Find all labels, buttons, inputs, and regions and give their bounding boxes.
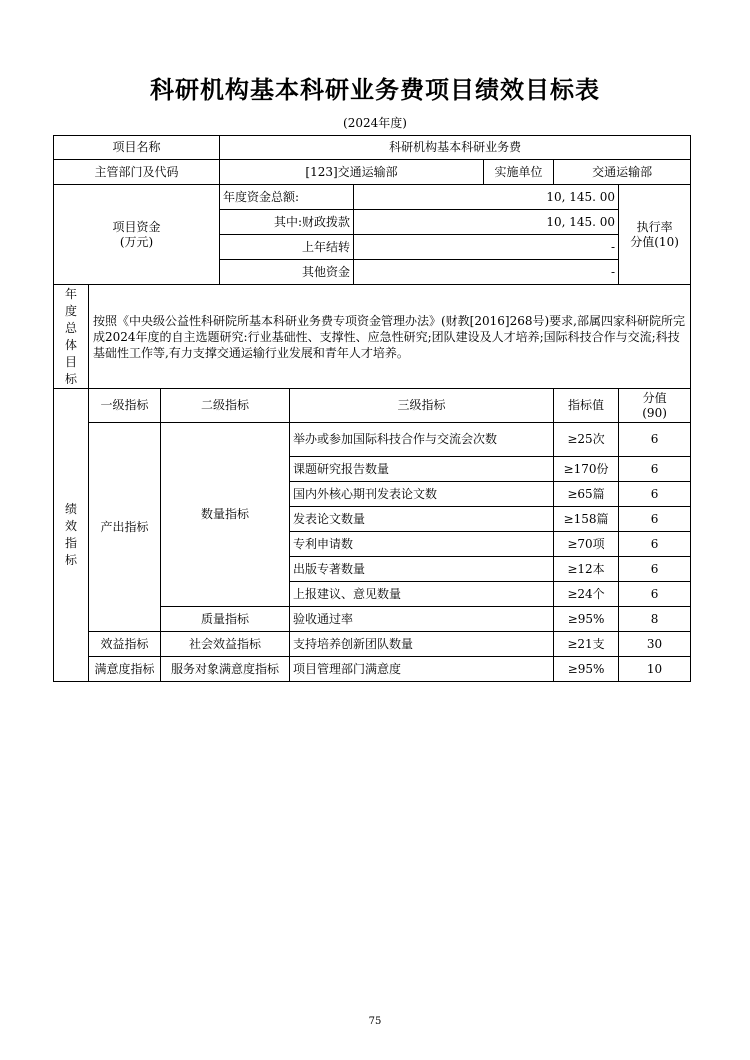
indicator-score: 6 xyxy=(619,482,691,507)
table-row xyxy=(54,632,691,657)
annual-total-label: 年度资金总额: xyxy=(220,185,354,210)
header-score: 分值 (90) xyxy=(619,389,691,423)
indicator-score: 6 xyxy=(619,457,691,482)
annual-total-value: 10, 145. 00 xyxy=(354,185,619,210)
carryover-label: 上年结转 xyxy=(220,235,354,260)
quality-indicator: 质量指标 xyxy=(161,607,290,632)
indicator-name: 项目管理部门满意度 xyxy=(290,657,554,682)
indicator-value: ≥65篇 xyxy=(554,482,619,507)
project-name-value: 科研机构基本科研业务费 xyxy=(220,136,691,160)
perf-label: 绩 效 指 标 xyxy=(54,389,89,682)
indicator-value: ≥95% xyxy=(554,607,619,632)
header-level3: 三级指标 xyxy=(290,389,554,423)
indicator-name: 验收通过率 xyxy=(290,607,554,632)
indicator-score: 6 xyxy=(619,557,691,582)
indicator-name: 国内外核心期刊发表论文数 xyxy=(290,482,554,507)
header-level2: 二级指标 xyxy=(161,389,290,423)
indicator-value: ≥70项 xyxy=(554,532,619,557)
indicator-name: 专利申请数 xyxy=(290,532,554,557)
project-name-label: 项目名称 xyxy=(54,136,220,160)
fund-total-row xyxy=(54,185,691,210)
satisfaction-indicator: 满意度指标 xyxy=(89,657,161,682)
year-label: (2024年度) xyxy=(343,116,407,130)
fund-label: 项目资金 (万元) xyxy=(54,185,220,285)
indicator-header-row xyxy=(54,389,691,423)
indicator-score: 8 xyxy=(619,607,691,632)
indicator-value: ≥95% xyxy=(554,657,619,682)
fiscal-value: 10, 145. 00 xyxy=(354,210,619,235)
benefit-indicator: 效益指标 xyxy=(89,632,161,657)
indicator-value: ≥170份 xyxy=(554,457,619,482)
impl-unit-label-a: 实施单位 xyxy=(484,160,554,185)
page-title: 科研机构基本科研业务费项目绩效目标表 xyxy=(150,76,600,104)
output-indicator: 产出指标 xyxy=(89,423,161,632)
header-value: 指标值 xyxy=(554,389,619,423)
service-indicator: 服务对象满意度指标 xyxy=(161,657,290,682)
indicator-score: 10 xyxy=(619,657,691,682)
indicator-value: ≥24个 xyxy=(554,582,619,607)
page-number: 75 xyxy=(368,1016,382,1027)
social-indicator: 社会效益指标 xyxy=(161,632,290,657)
impl-unit-value: 交通运输部 xyxy=(554,160,691,185)
performance-table xyxy=(53,135,691,682)
indicator-name: 出版专著数量 xyxy=(290,557,554,582)
indicator-name: 发表论文数量 xyxy=(290,507,554,532)
indicator-name: 举办或参加国际科技合作与交流会次数 xyxy=(290,423,554,457)
other-label: 其他资金 xyxy=(220,260,354,285)
table-row xyxy=(54,657,691,682)
project-name-row xyxy=(54,136,691,160)
indicator-value: ≥158篇 xyxy=(554,507,619,532)
indicator-score: 30 xyxy=(619,632,691,657)
other-value: - xyxy=(354,260,619,285)
quantity-indicator: 数量指标 xyxy=(161,423,290,607)
carryover-value: - xyxy=(354,235,619,260)
indicator-name: 课题研究报告数量 xyxy=(290,457,554,482)
dept-label: 主管部门及代码 xyxy=(54,160,220,185)
indicator-score: 6 xyxy=(619,582,691,607)
indicator-score: 6 xyxy=(619,507,691,532)
indicator-value: ≥21支 xyxy=(554,632,619,657)
dept-value: [123]交通运输部 xyxy=(220,160,484,185)
fiscal-label: 其中:财政拨款 xyxy=(220,210,354,235)
indicator-score: 6 xyxy=(619,532,691,557)
header-level1: 一级指标 xyxy=(89,389,161,423)
indicator-name: 上报建议、意见数量 xyxy=(290,582,554,607)
indicator-score: 6 xyxy=(619,423,691,457)
goal-label: 年 度 总 体 目 标 xyxy=(54,285,89,389)
exec-rate-label: 执行率 分值(10) xyxy=(619,185,691,285)
indicator-value: ≥25次 xyxy=(554,423,619,457)
indicator-value: ≥12本 xyxy=(554,557,619,582)
table-row xyxy=(54,423,691,457)
goal-text: 按照《中央级公益性科研院所基本科研业务费专项资金管理办法》(财教[2016]268号)要求,部属四家科研院所完成2024年度的自主选题研究:行业基础性、支撑性、应急性研究;团队建设及人才培养;国际科技合作与交流;科技基础性工作等,有力支撑交通运输行业发展和青年人才培养。 xyxy=(89,285,691,389)
goal-row xyxy=(54,285,691,389)
indicator-name: 支持培养创新团队数量 xyxy=(290,632,554,657)
dept-row xyxy=(54,160,691,185)
